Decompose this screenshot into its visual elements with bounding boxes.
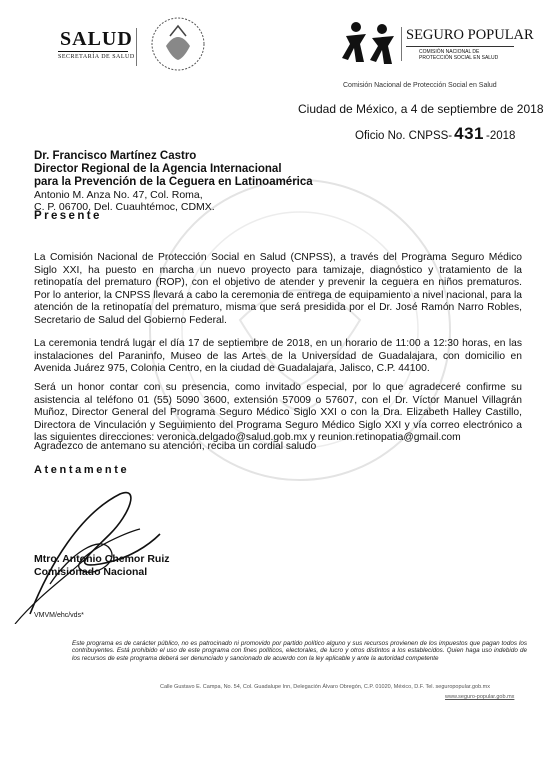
coat-of-arms-logo — [142, 14, 214, 74]
seguro-popular-subtitle: COMISIÓN NACIONAL DE — [419, 49, 480, 55]
salud-logo-text: SALUD — [60, 28, 133, 50]
footer-website-link[interactable]: www.seguro-popular.gob.mx — [445, 694, 515, 700]
addressee-address: Antonio M. Anza No. 47, Col. Roma, — [34, 189, 203, 201]
reference-initials: VMVM/ehc/vds* — [34, 612, 84, 619]
footer-address: Calle Gustavo E. Campa, No. 54, Col. Guadalupe Inn, Delegación Álvaro Obregón, C.P. 01020, México, D.F. Tel. seguropopular.gob.mx — [160, 684, 490, 690]
seguro-popular-underline — [406, 46, 514, 47]
header-divider — [136, 28, 137, 66]
salud-subtitle: SECRETARÍA DE SALUD — [58, 54, 135, 60]
addressee-name: Dr. Francisco Martínez Castro — [34, 150, 197, 162]
handwritten-signature — [10, 474, 190, 624]
legal-disclaimer: Este programa es de carácter público, no es patrocinado ni promovido por partido político alguno y sus recursos provienen de los impuestos que pagan todos los contribuyentes. Está prohibido el uso de este programa con fines políticos, electorales, de lucro y otros distintos a los establecidos. Quien haga uso indebido de los recursos de este programa deberá ser denunciado y sancionado de acuerdo con la ley aplicable y ante la autoridad competente — [72, 640, 527, 662]
addressee-title: Director Regional de la Agencia Internacional — [34, 163, 282, 175]
closing-salutation: Atentamente — [34, 464, 130, 476]
salud-logo-underline — [58, 51, 128, 52]
addressee-title: para la Prevención de la Ceguera en Latinoamérica — [34, 176, 313, 188]
addressee-address: C. P. 06700, Del. Cuauhtémoc, CDMX. — [34, 201, 215, 213]
oficio-prefix: Oficio No. CNPSS- — [355, 130, 453, 142]
oficio-number: 431 — [454, 124, 485, 143]
date-line: Ciudad de México, a 4 de septiembre de 2018 — [298, 102, 544, 116]
signer-name: Mtro. Antonio Chemor Ruiz — [34, 553, 170, 565]
oficio-suffix: -2018 — [486, 130, 516, 142]
body-paragraph: La ceremonia tendrá lugar el día 17 de septiembre de 2018, en un horario de 11:00 a 12:30 horas, en las instalaciones del Paraninfo, Museo de las Artes de la Universidad de Guadalajara, con domicilio en Avenida Juárez 975, Colonia Centro, en la ciudad de Guadalajara, Jalisco, C.P. 44100. — [34, 338, 522, 375]
seguro-popular-text: SEGURO POPULAR — [406, 27, 534, 43]
commission-header: Comisión Nacional de Protección Social en Salud — [343, 82, 497, 89]
body-paragraph: Agradezco de antemano su atención, reciba un cordial saludo — [34, 441, 317, 452]
signer-title: Comisionado Nacional — [34, 566, 148, 578]
header-divider — [401, 27, 402, 61]
body-paragraph: La Comisión Nacional de Protección Social en Salud (CNPSS), a través del Programa Seguro Médico Siglo XXI, ha puesto en marcha un nuevo proyecto para tamizaje, diagnóstico y tratamiento de la retinopatía del prematuro (ROP), con el objetivo de atender y prevenir la ceguera en niños prematuros. Por lo anterior, la CNPSS llevará a cabo la ceremonia de entrega de equipamiento a nivel nacional, para la atención de la retinopatía del prematuro, misma que será presidida por el Dr. José Ramón Narro Robles, Secretario de Salud del Gobierno Federal. — [34, 252, 522, 326]
body-paragraph: Será un honor contar con su presencia, como invitado especial, por lo que agradeceré confirme su asistencia al teléfono 01 (55) 5090 3600, extensión 57009 o 57607, con el Dr. Víctor Manuel Villagrán Muñoz, Director General del Programa Seguro Médico Siglo XXI o con la Dra. Elizabeth Halley Castillo, Directora de Vinculación y Seguimiento del Programa Seguro Médico Siglo XXI y vía correo electrónico a las siguientes direcciones: veronica.delgado@salud.gob.mx y reunion.retinopatia@gmail.com — [34, 382, 522, 444]
seguro-popular-subtitle: PROTECCIÓN SOCIAL EN SALUD — [419, 55, 499, 61]
presente-label: Presente — [34, 210, 102, 222]
seguro-popular-logo — [342, 20, 398, 66]
oficio-number-line — [355, 124, 515, 144]
